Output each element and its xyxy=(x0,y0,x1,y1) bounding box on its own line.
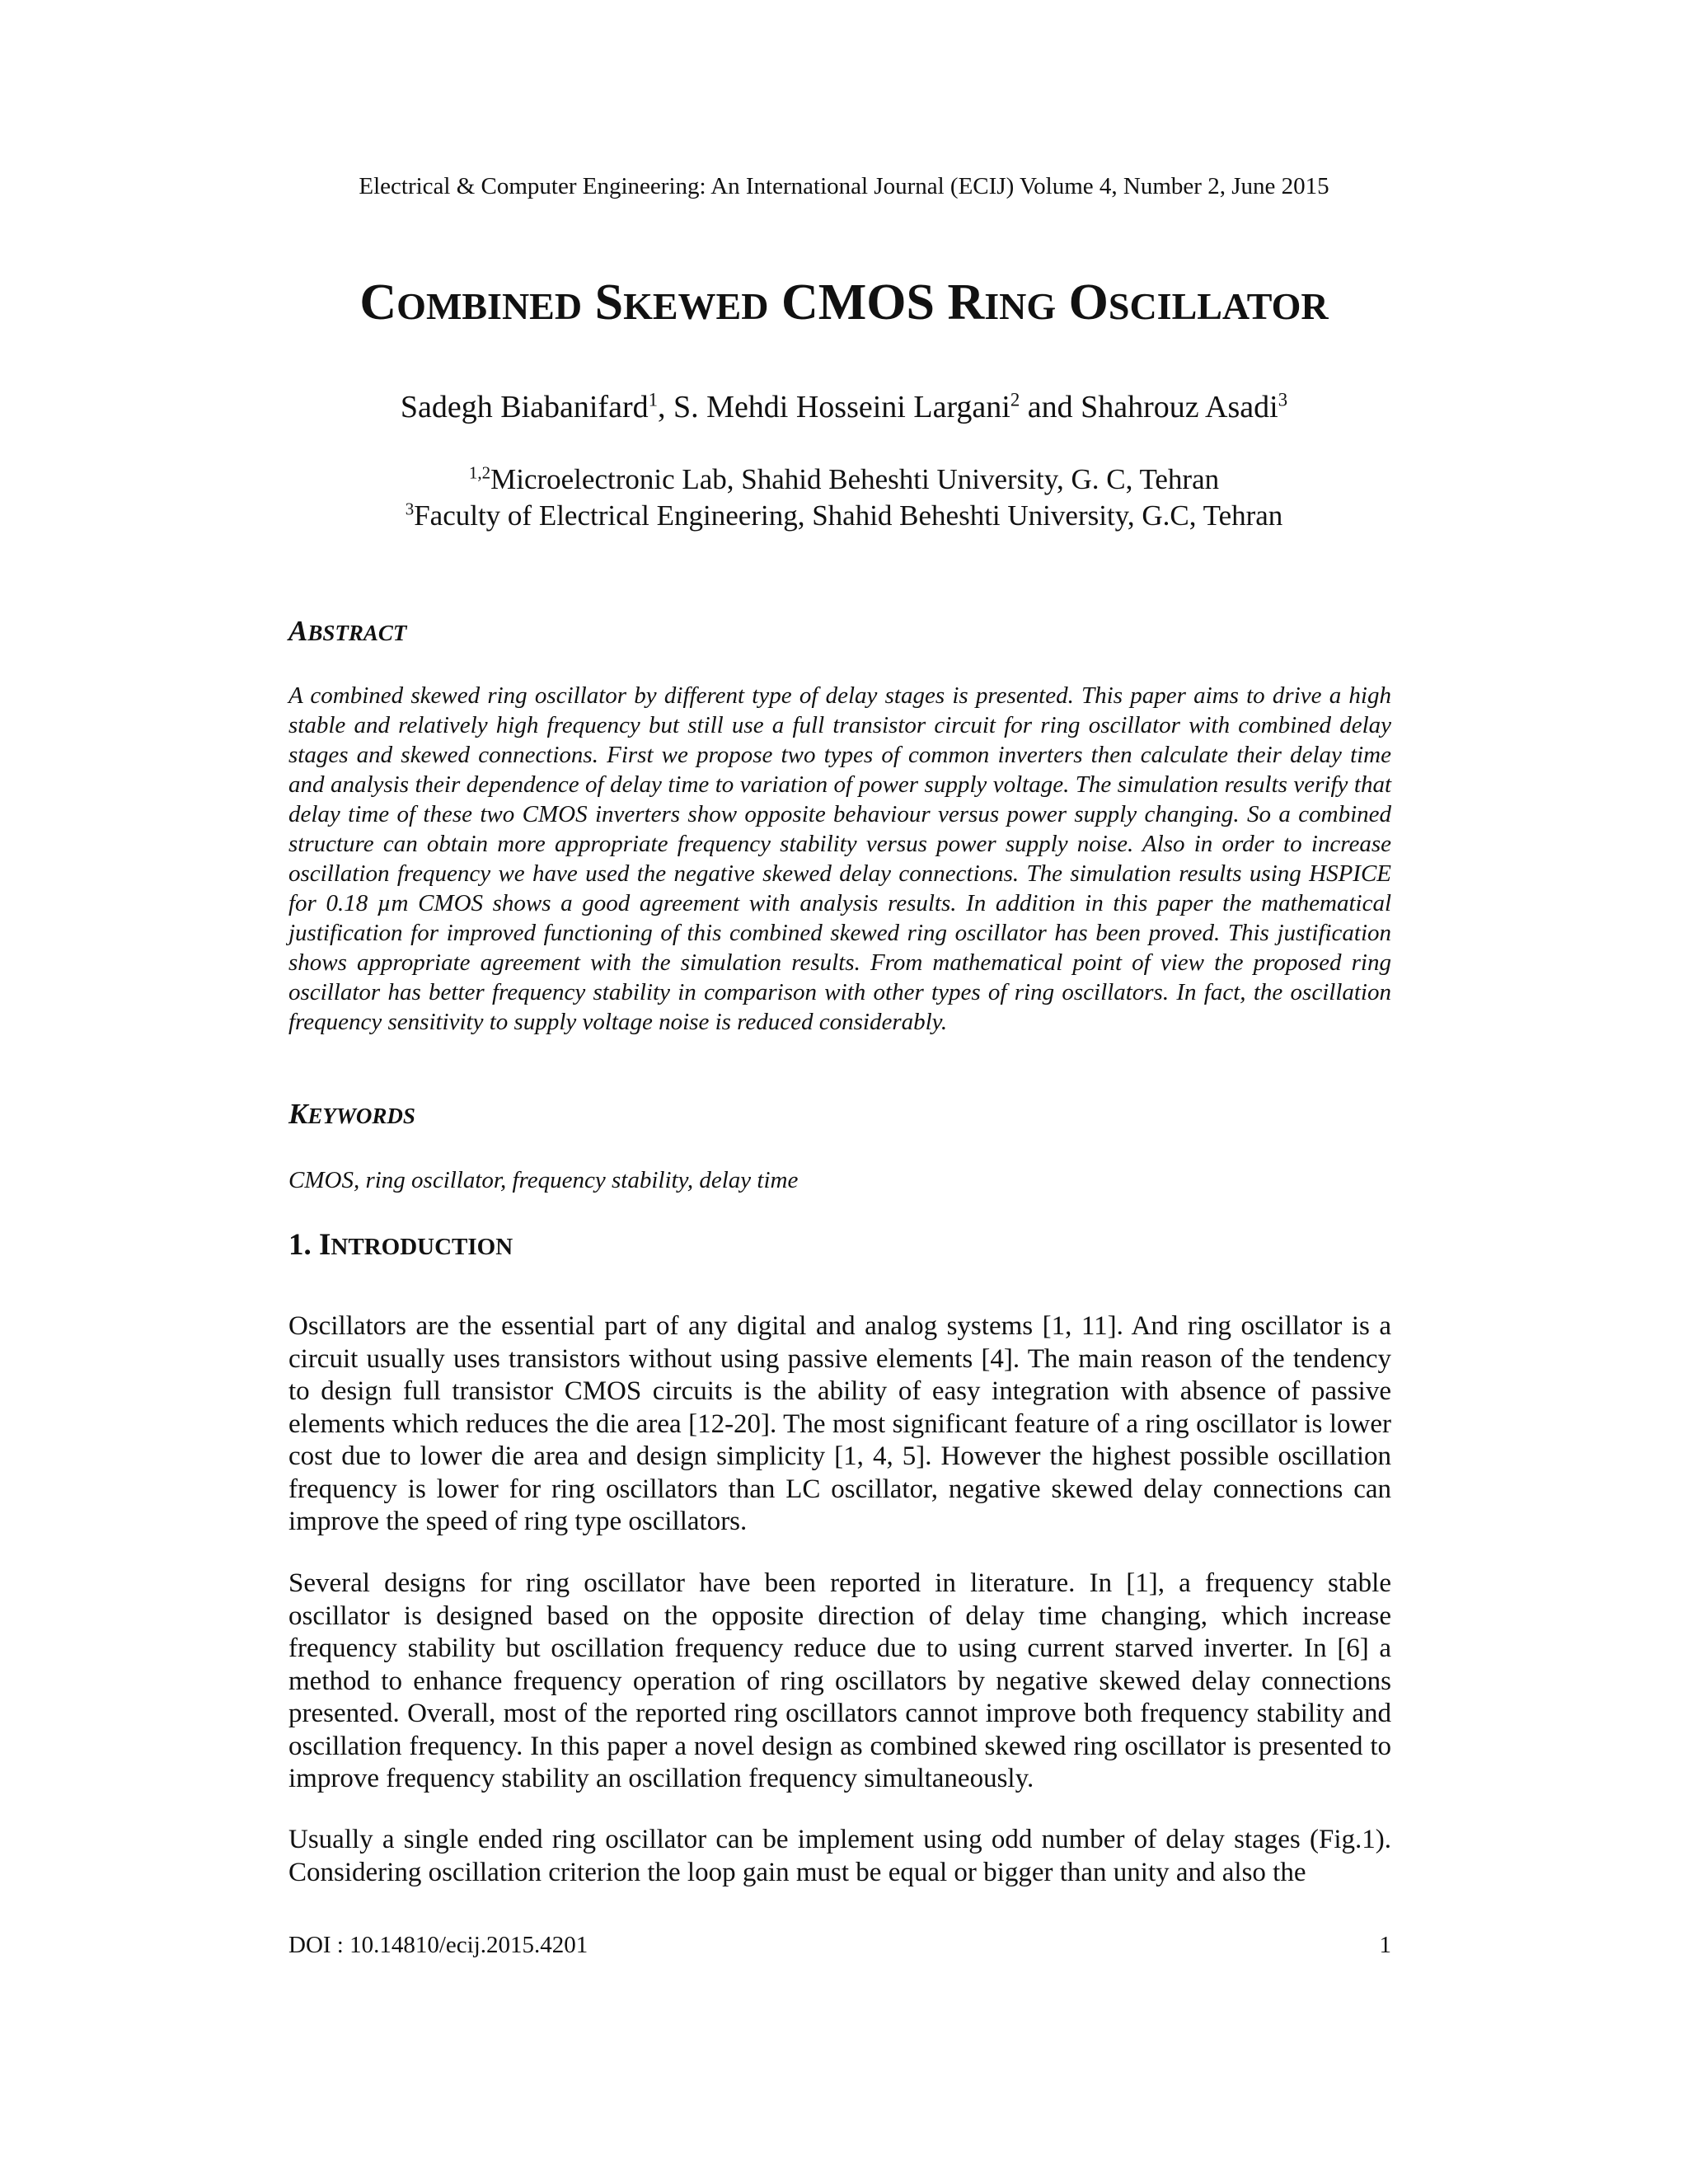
title-word: COMBINED xyxy=(359,274,583,330)
footer-doi: DOI : 10.14810/ecij.2015.4201 xyxy=(288,1932,588,1958)
author-sup: 3 xyxy=(1278,389,1288,410)
title-word: SKEWED xyxy=(594,274,769,330)
affiliation-sup: 1,2 xyxy=(468,462,491,483)
affiliation-text: Microelectronic Lab, Shahid Beheshti University, G. C, Tehran xyxy=(490,463,1220,495)
affiliation-text: Faculty of Electrical Engineering, Shahid Beheshti University, G.C, Tehran xyxy=(414,499,1283,532)
affiliation-line xyxy=(0,498,1688,534)
paper-title xyxy=(0,272,1688,337)
keywords-heading: KEYWORDS xyxy=(288,1098,415,1130)
author-list: Sadegh Biabanifard$^1$, S. Mehdi Hosseini Largani$^2$ and Shahrouz Asadi$^3$ xyxy=(400,389,1288,424)
running-header: Electrical & Computer Engineering: An International Journal (ECIJ) Volume 4, Number 2, June 2015 xyxy=(359,173,1329,199)
introduction-heading: 1. INTRODUCTION xyxy=(288,1228,513,1262)
body-paragraph: Usually a single ended ring oscillator can be implement using odd number of delay stages (Fig.1). Considering oscillation criterion the loop gain must be equal or bigger than unity and also the xyxy=(288,1825,1391,1887)
author-name: Shahrouz Asadi xyxy=(1081,390,1278,424)
author-sup: 2 xyxy=(1010,389,1020,410)
author-name: S. Mehdi Hosseini Largani xyxy=(673,390,1010,424)
abstract-text: A combined skewed ring oscillator by different type of delay stages is presented. This paper aims to drive a high stable and relatively high frequency but still use a full transistor circuit for ring oscillator with combined delay stages and skewed connections. First we propose two types of common inverters then calculate their delay time and analysis their dependence of delay time to variation of power supply voltage. The simulation results verify that delay time of these two CMOS inverters show opposite behaviour versus power supply changing. So a combined structure can obtain more appropriate frequency stability versus power supply noise. Also in order to increase oscillation frequency we have used the negative skewed delay connections. The simulation results using HSPICE for 0.18 µm CMOS shows a good agreement with analysis results. In addition in this paper the mathematical justification for improved functioning of this combined skewed ring oscillator has been proved. This justification shows appropriate agreement with the simulation results. From mathematical point of view the proposed ring oscillator has better frequency stability in comparison with other types of ring oscillators. In fact, the oscillation frequency sensitivity to supply voltage noise is reduced considerably. xyxy=(288,682,1391,1035)
title-word: RING xyxy=(947,274,1057,330)
title-word: OSCILLATOR xyxy=(1068,274,1329,330)
author-sup: 1 xyxy=(648,389,659,410)
page-number: 1 xyxy=(1379,1932,1391,1958)
title-word: CMOS xyxy=(781,274,935,330)
affiliation-sup: 3 xyxy=(405,499,415,519)
author-conjunction: and xyxy=(1027,390,1073,424)
body-paragraph: Several designs for ring oscillator have been reported in literature. In [1], a frequency stable oscillator is designed based on the opposite direction of delay time changing, which increase frequency stability but oscillation frequency reduce due to using current starved inverter. In [6] a method to enhance frequency operation of ring oscillators by negative skewed delay connections presented. Overall, most of the reported ring oscillators cannot improve both frequency stability and oscillation frequency. In this paper a novel design as combined skewed ring oscillator is presented to improve frequency stability an oscillation frequency simultaneously. xyxy=(288,1568,1391,1793)
body-paragraph: Oscillators are the essential part of any digital and analog systems [1, 11]. And ring oscillator is a circuit usually uses transistors without using passive elements [4]. The main reason of the tendency to design full transistor CMOS circuits is the ability of easy integration with absence of passive elements which reduces the die area [12-20]. The most significant feature of a ring oscillator is lower cost due to lower die area and design simplicity [1, 4, 5]. However the highest possible oscillation frequency is lower for ring oscillators than LC oscillator, negative skewed delay connections can improve the speed of ring type oscillators. xyxy=(288,1311,1391,1536)
affiliation-list xyxy=(0,462,1688,534)
abstract-heading: ABSTRACT xyxy=(288,615,407,647)
keywords-text: CMOS, ring oscillator, frequency stability, delay time xyxy=(288,1167,799,1193)
author-name: Sadegh Biabanifard xyxy=(400,390,649,424)
affiliation-line xyxy=(0,462,1688,498)
